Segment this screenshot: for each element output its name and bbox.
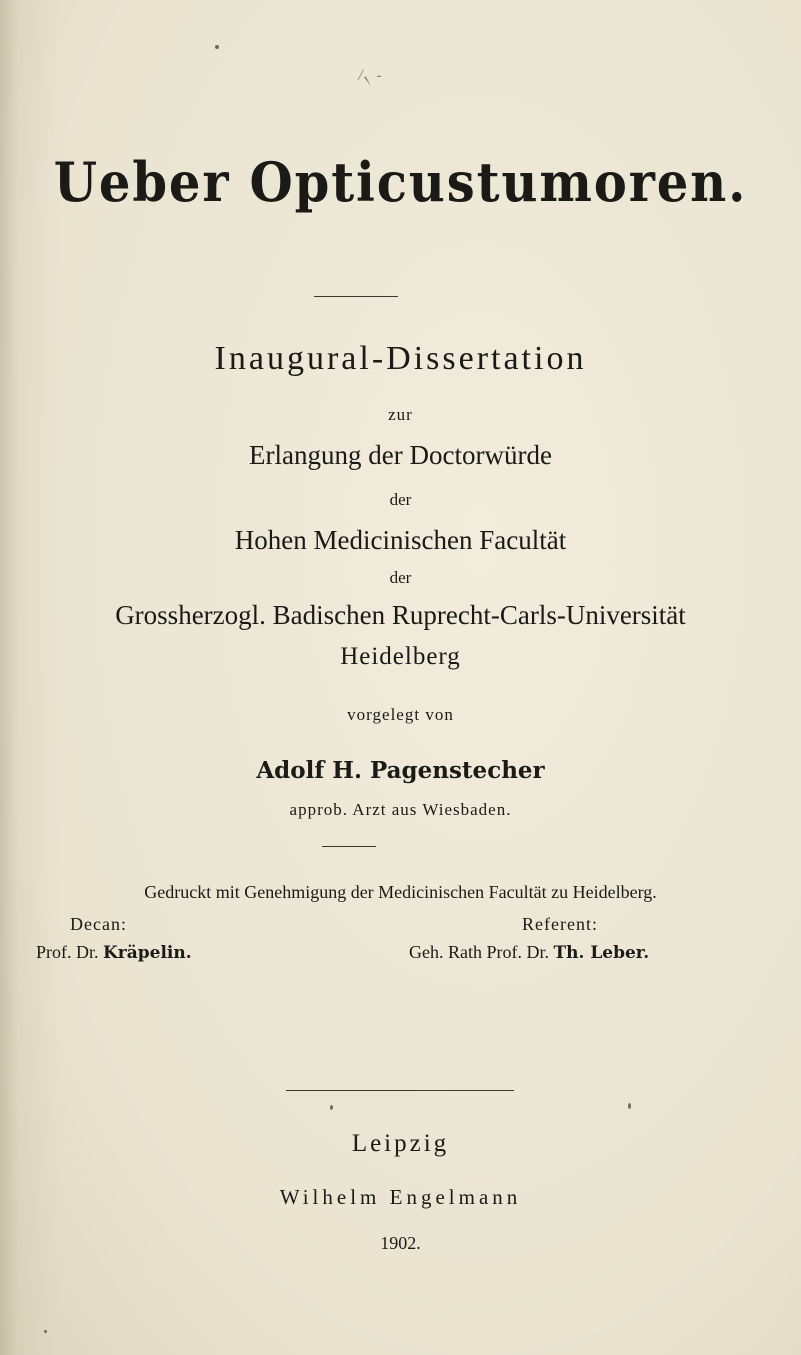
author-name: Adolf H. Pagenstecher	[256, 757, 545, 784]
referent-name	[409, 942, 649, 963]
divider-rule	[286, 1090, 514, 1091]
decan-surname: Kräpelin.	[103, 943, 192, 963]
publication-place: Leipzig	[351, 1130, 450, 1157]
decan-label: Decan:	[70, 914, 127, 934]
paper-speck	[330, 1105, 333, 1110]
university-city: Heidelberg	[340, 643, 461, 670]
publisher-name: Wilhelm Engelmann	[279, 1185, 522, 1209]
divider-rule	[322, 846, 376, 847]
author-credentials: approb. Arzt aus Wiesbaden.	[289, 800, 512, 819]
publication-year: 1902.	[380, 1233, 421, 1253]
document-type: Inaugural-Dissertation	[214, 340, 587, 377]
paper-speck	[44, 1330, 47, 1333]
text-der-1: der	[389, 490, 412, 509]
text-der-2: der	[389, 568, 412, 587]
decan-prefix: Prof. Dr.	[36, 942, 99, 962]
handwritten-mark: /৲ -	[358, 67, 382, 84]
paper-speck	[628, 1103, 631, 1109]
dissertation-title: Ueber Opticustumoren.	[53, 150, 748, 214]
referent-prefix: Geh. Rath Prof. Dr.	[409, 942, 549, 962]
divider-rule	[314, 296, 398, 297]
paper-speck	[215, 45, 219, 49]
referent-surname: Th. Leber.	[553, 943, 650, 963]
text-purpose: Erlangung der Doctorwürde	[249, 440, 552, 470]
decan-name	[36, 942, 192, 963]
presented-by: vorgelegt von	[347, 705, 454, 724]
university-name: Grossherzogl. Badischen Ruprecht-Carls-Universität	[115, 600, 686, 630]
text-zur: zur	[388, 405, 413, 424]
printing-permission: Gedruckt mit Genehmigung der Medicinischen Facultät zu Heidelberg.	[144, 882, 657, 902]
faculty-name: Hohen Medicinischen Facultät	[234, 525, 567, 555]
referent-label: Referent:	[522, 914, 598, 934]
